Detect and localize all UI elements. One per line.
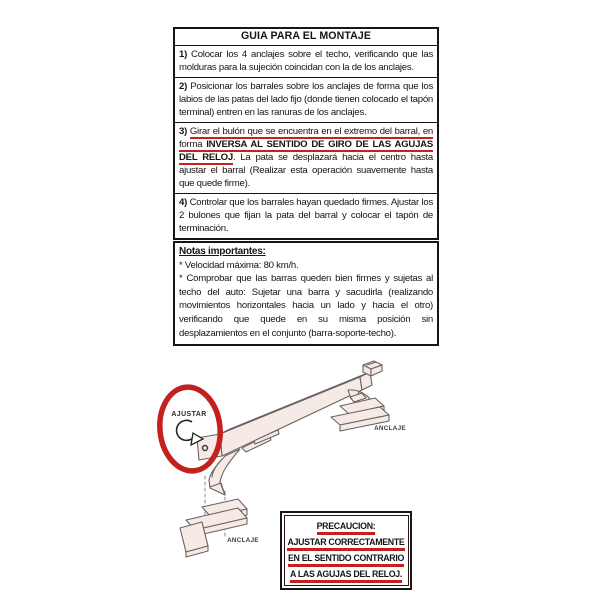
note-item: * Velocidad máxima: 80 km/h.	[179, 259, 299, 271]
step-row-3	[175, 122, 437, 193]
assembly-guide-table	[173, 27, 439, 240]
caution-text: A LAS AGUJAS DEL RELOJ.	[290, 568, 402, 583]
red-underlined-bold-text: INVERSA AL SENTIDO DE GIRO DE LAS AGUJAS DEL RELOJ	[179, 139, 433, 163]
caution-text: PRECAUCION:	[317, 520, 376, 535]
red-underlined-text: Girar el bulón que se encuentra en el extremo del barral, en forma	[179, 126, 433, 150]
caution-line	[287, 551, 406, 567]
notes-title: Notas importantes:	[179, 246, 266, 257]
caution-box-inner	[284, 515, 409, 587]
anchor-bracket-bottom	[180, 499, 247, 557]
caution-text: EN EL SENTIDO CONTRARIO	[288, 552, 404, 567]
step-number: 3)	[179, 126, 188, 137]
bar-end-cap	[363, 361, 382, 376]
adjust-label: AJUSTAR	[171, 411, 207, 418]
step-text: Controlar que los barrales hayan quedado firmes. Ajustar los 2 bulones que fijan la pata del barral y colocar el tapón de terminación.	[179, 197, 433, 234]
step-number: 2)	[179, 81, 188, 92]
step-number: 4)	[179, 197, 188, 208]
step-text: Colocar los 4 anclajes sobre el techo, verificando que las molduras para la sujeción coincidan con la de los anclajes.	[179, 49, 433, 73]
caution-text: AJUSTAR CORRECTAMENTE	[287, 536, 404, 551]
adjust-callout-ellipse	[156, 384, 224, 474]
step-number: 1)	[179, 49, 188, 60]
step-row-4	[175, 193, 437, 238]
caution-line	[287, 519, 406, 535]
caution-box	[280, 511, 412, 590]
anchor-label-bottom: ANCLAJE	[227, 537, 259, 544]
step-row-1	[175, 45, 437, 77]
step-text: Posicionar los barrales sobre los anclajes de forma que los labios de las patas del lado fijo (donde tienen colocado el tapón terminal) entren en las ranuras de los anclajes.	[179, 81, 433, 118]
note-item: * Comprobar que las barras queden bien firmes y sujetas al techo del auto: Sujetar una barra y sacudirla (realizando movimientos horizontales hacia un lado y hacia el otro) verificando que quede en su misma posición sin desplazamientos en el conjunto (barra-soporte-techo).	[179, 273, 433, 339]
caution-line	[287, 567, 406, 583]
guide-title: GUIA PARA EL MONTAJE	[240, 30, 372, 42]
anchor-label-right: ANCLAJE	[374, 425, 406, 432]
step-text: . La pata se desplazará hacia el centro hasta ajustar el barral (Realizar esta operación suavemente hasta que quede firme).	[179, 152, 433, 189]
rotate-arrow-icon	[177, 420, 203, 445]
important-notes-box	[173, 241, 439, 346]
step-row-2	[175, 77, 437, 122]
caution-line	[287, 535, 406, 551]
